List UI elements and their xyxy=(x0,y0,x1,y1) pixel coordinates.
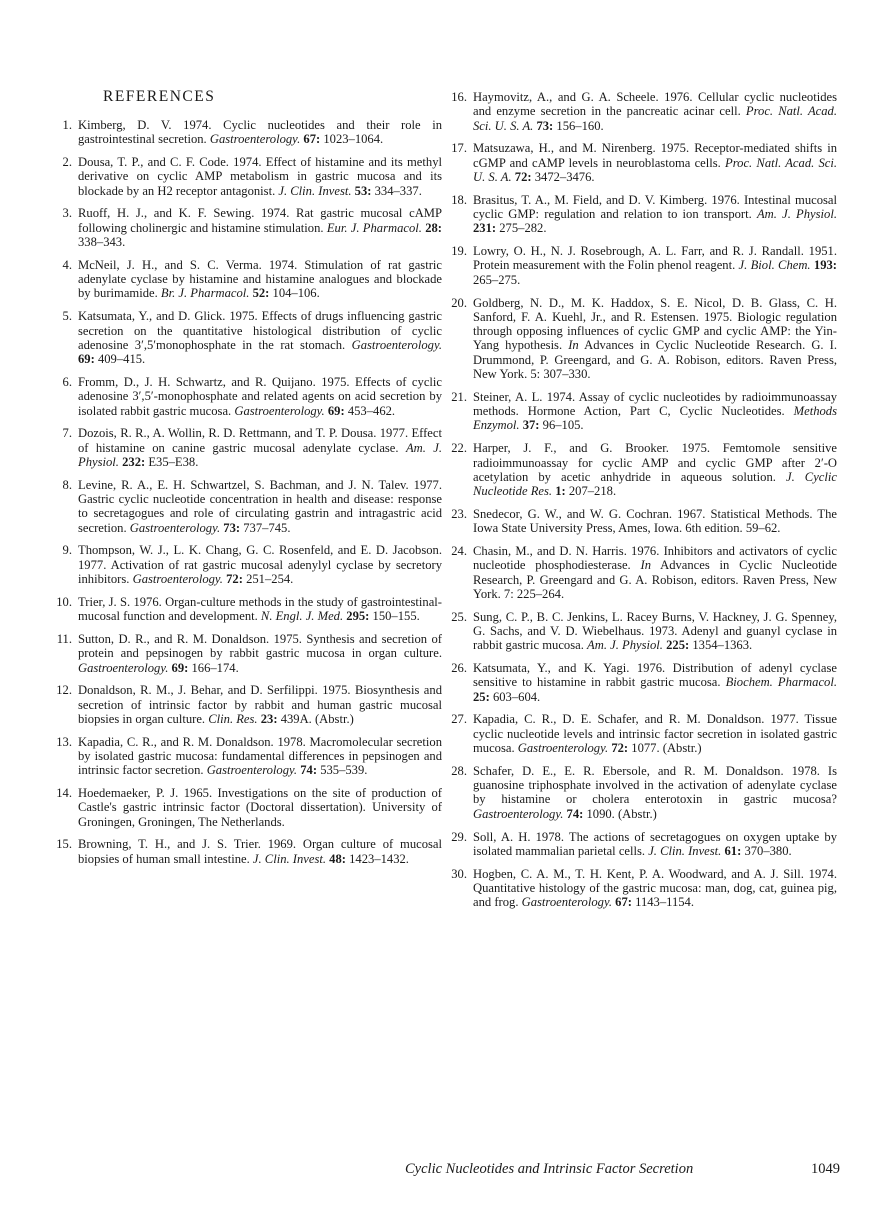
reference-number: 5. xyxy=(62,309,72,324)
reference-number: 22. xyxy=(451,441,467,456)
reference-number: 8. xyxy=(62,477,72,492)
reference-journal: Clin. Res. xyxy=(208,711,258,726)
reference-pages: 603–604. xyxy=(492,689,541,704)
reference-entry xyxy=(445,441,837,498)
reference-volume: 52: xyxy=(252,286,270,301)
reference-number: 23. xyxy=(451,506,467,521)
reference-pages: 96–105. xyxy=(542,418,584,433)
reference-volume: 231: xyxy=(473,221,497,236)
reference-text: Trier, J. S. 1976. Organ-culture methods in the study of gastrointestinal-mucosal function and development. xyxy=(78,594,442,624)
reference-pages: 166–174. xyxy=(191,660,239,675)
reference-pages: 1423–1432. xyxy=(349,851,409,866)
reference-entry xyxy=(445,544,837,601)
references-column-left xyxy=(50,118,442,875)
reference-entry xyxy=(50,837,442,866)
reference-text: Goldberg, N. D., M. K. Haddox, S. E. Nicol, D. B. Glass, C. H. Sanford, F. A. Kuehl, Jr., and R. Estensen. 1975. Biologic regulation through opposing influences of cyclic GMP and cyclic AMP: the Yin-Yang hypothesis. xyxy=(473,295,837,353)
reference-text: Lowry, O. H., N. J. Rosebrough, A. L. Farr, and R. J. Randall. 1951. Protein measurement with the Folin phenol reagent. xyxy=(473,244,837,273)
reference-volume: 69: xyxy=(171,660,189,675)
reference-volume: 53: xyxy=(354,183,372,198)
reference-text: Dozois, R. R., A. Wollin, R. D. Rettmann, and T. P. Dousa. 1977. Effect of histamine on canine gastric mucosal adenylate cyclase. xyxy=(78,426,442,455)
reference-number: 10. xyxy=(56,594,72,609)
reference-journal: J. Clin. Invest. xyxy=(252,851,327,866)
reference-text: Donaldson, R. M., J. Behar, and D. Serfilippi. 1975. Biosynthesis and secretion of intrinsic factor by rabbit and human gastric mucosal biopsies in organ culture. xyxy=(78,683,442,726)
reference-volume: 74: xyxy=(300,763,318,778)
reference-journal: Gastroenterology. xyxy=(209,132,301,147)
reference-pages: 370–380. xyxy=(744,843,792,858)
reference-text: Thompson, W. J., L. K. Chang, G. C. Rosenfeld, and E. D. Jacobson. 1977. Activation of rat gastric mucosal adenylyl cyclase by secretory inhibitors. xyxy=(78,543,442,587)
reference-entry xyxy=(445,193,837,236)
reference-pages: 737–745. xyxy=(243,520,291,535)
reference-volume: 72: xyxy=(226,572,243,587)
references-heading: REFERENCES xyxy=(103,88,216,105)
reference-volume: 67: xyxy=(303,132,321,147)
reference-journal: J. Cyclic Nucleotide Res. xyxy=(473,469,837,499)
reference-pages: 1354–1363. xyxy=(692,638,753,653)
reference-pages: E35–E38. xyxy=(148,454,199,469)
reference-pages: 156–160. xyxy=(556,118,604,133)
reference-pages: 275–282. xyxy=(499,221,547,236)
reference-entry xyxy=(445,390,837,433)
reference-pages: 1143–1154. xyxy=(635,895,694,910)
reference-number: 30. xyxy=(451,866,467,881)
reference-entry xyxy=(445,764,837,821)
reference-journal: J. Clin. Invest. xyxy=(648,843,722,858)
reference-journal: Gastroenterology. xyxy=(129,520,221,535)
reference-pages: 150–155. xyxy=(372,609,420,624)
reference-journal: Gastroenterology. xyxy=(78,660,169,675)
reference-pages: 334–337. xyxy=(374,183,422,198)
reference-number: 20. xyxy=(451,295,467,310)
reference-text: Browning, T. H., and J. S. Trier. 1969. Organ culture of mucosal biopsies of human small intestine. xyxy=(78,837,442,866)
reference-entry xyxy=(50,258,442,301)
reference-journal: Gastroenterology. xyxy=(132,572,223,587)
reference-journal: Proc. Natl. Acad. Sci. U. S. A. xyxy=(473,155,838,184)
reference-number: 15. xyxy=(56,837,72,852)
reference-text: Brasitus, T. A., M. Field, and D. V. Kimberg. 1976. Intestinal mucosal cyclic GMP: regulation and relation to ion transport. xyxy=(473,192,837,222)
reference-volume: 295: xyxy=(346,609,370,624)
reference-volume: 73: xyxy=(536,118,554,133)
reference-pages: Advances in Cyclic Nucleotide Research, P. Greengard and G. A. Robison, editors. Raven Press, New York. 7: 225–264. xyxy=(473,558,837,601)
reference-text: Fromm, D., J. H. Schwartz, and R. Quijano. 1975. Effects of cyclic adenosine 3′,5′-monophosphate and related agents on acid secretion by isolated rabbit gastric mucosa. xyxy=(78,374,442,418)
references-column-right xyxy=(445,90,837,918)
reference-pages: 104–106. xyxy=(272,286,320,301)
reference-volume: 72: xyxy=(514,169,532,184)
reference-number: 4. xyxy=(62,257,72,272)
reference-volume: 61: xyxy=(724,843,742,858)
reference-entry xyxy=(445,90,837,133)
reference-entry xyxy=(50,683,442,726)
reference-entry xyxy=(50,375,442,418)
running-title: Cyclic Nucleotides and Intrinsic Factor Secretion xyxy=(405,1161,694,1177)
reference-text: Soll, A. H. 1978. The actions of secretagogues on oxygen uptake by isolated mammalian parietal cells. xyxy=(473,829,837,858)
reference-entry xyxy=(50,309,442,366)
reference-pages: 265–275. xyxy=(473,272,521,287)
reference-pages: 1023–1064. xyxy=(323,132,384,147)
reference-volume: 1: xyxy=(555,484,566,499)
reference-entry xyxy=(445,830,837,859)
reference-volume: 232: xyxy=(122,454,146,469)
reference-journal: Am. J. Physiol. xyxy=(587,638,663,653)
reference-entry xyxy=(445,141,837,184)
reference-text: Kimberg, D. V. 1974. Cyclic nucleotides and their role in gastrointestinal secretion. xyxy=(78,118,442,147)
reference-number: 9. xyxy=(62,543,72,558)
reference-volume: 25: xyxy=(473,689,490,704)
reference-text: Schafer, D. E., E. R. Ebersole, and R. M. Donaldson. 1978. Is guanosine triphosphate involved in the activation of adenylate cyclase by histamine or cholera enterotoxin in gastric mucosa? xyxy=(473,763,837,807)
reference-number: 11. xyxy=(56,631,72,646)
reference-entry xyxy=(50,155,442,198)
reference-number: 14. xyxy=(56,786,72,801)
reference-entry xyxy=(50,426,442,469)
reference-pages: 207–218. xyxy=(568,484,617,499)
reference-number: 26. xyxy=(451,661,467,676)
reference-entry xyxy=(50,786,442,829)
reference-pages: Advances in Cyclic Nucleotide Research. G. I. Drummond, P. Greengard, and G. A. Robison, editors. Raven Press, New York. 5: 307–330. xyxy=(473,338,837,382)
reference-text: Dousa, T. P., and C. F. Code. 1974. Effect of histamine and its methyl derivative on cyclic AMP metabolism in gastric mucosa and its blockade by an H2 receptor antagonist. xyxy=(78,155,442,198)
reference-text: Katsumata, Y., and D. Glick. 1975. Effects of drugs influencing gastric secretion on the quantitative histological distribution of cyclic adenosine 3′,5′monophosphate in the rat stomach. xyxy=(78,309,442,352)
reference-journal: Proc. Natl. Acad. Sci. U. S. A. xyxy=(473,104,837,133)
reference-number: 27. xyxy=(451,712,467,727)
reference-text: Hoedemaeker, P. J. 1965. Investigations on the site of production of Castle's gastric intrinsic factor (Doctoral dissertation). University of Groningen, Groningen, The Netherlands. xyxy=(78,786,442,829)
reference-volume: 48: xyxy=(329,851,346,866)
reference-text: Snedecor, G. W., and W. G. Cochran. 1967. Statistical Methods. The Iowa State University Press, Ames, Iowa. 6th edition. 59–62. xyxy=(473,506,837,536)
reference-number: 28. xyxy=(451,763,467,778)
reference-journal: Gastroenterology. xyxy=(517,741,609,756)
reference-journal: Gastroenterology. xyxy=(473,806,564,821)
reference-journal: Gastroenterology. xyxy=(351,337,442,352)
reference-number: 1. xyxy=(62,118,72,132)
reference-number: 18. xyxy=(451,192,467,207)
reference-number: 3. xyxy=(62,206,72,221)
reference-number: 17. xyxy=(451,141,467,156)
reference-volume: 37: xyxy=(522,418,540,433)
reference-text: Hogben, C. A. M., T. H. Kent, P. A. Woodward, and A. J. Sill. 1974. Quantitative histology of the gastric mucosa: man, dog, cat, guinea pig, and frog. xyxy=(473,866,837,910)
reference-number: 12. xyxy=(56,683,72,698)
reference-text: Levine, R. A., E. H. Schwartzel, S. Bachman, and J. N. Talev. 1977. Gastric cyclic nucleotide concentration in health and disease: response to secretagogues and role of circulating gastrin and intragastric acid secretion. xyxy=(78,477,442,535)
reference-number: 7. xyxy=(62,426,72,441)
reference-entry xyxy=(50,632,442,675)
reference-number: 2. xyxy=(62,155,72,170)
reference-entry xyxy=(50,735,442,778)
page-footer xyxy=(405,1161,840,1178)
reference-number: 19. xyxy=(451,244,467,259)
reference-volume: 72: xyxy=(611,741,629,756)
reference-journal: Gastroenterology. xyxy=(234,403,325,418)
reference-journal: Biochem. Pharmacol. xyxy=(725,675,837,690)
reference-text: Sutton, D. R., and R. M. Donaldson. 1975. Synthesis and secretion of protein and pepsinogen by rabbit gastric mucosa in organ culture. xyxy=(78,631,442,661)
reference-volume: 67: xyxy=(615,895,632,910)
reference-entry xyxy=(50,118,442,147)
reference-number: 13. xyxy=(56,734,72,749)
reference-pages: 535–539. xyxy=(320,763,368,778)
reference-journal: Gastroenterology. xyxy=(521,895,612,910)
reference-entry xyxy=(50,206,442,249)
reference-text: Sung, C. P., B. C. Jenkins, L. Racey Burns, V. Hackney, J. G. Spenney, G. Sachs, and V. D. Wiebelhaus. 1973. Adenyl and guanyl cyclase in rabbit gastric mucosa. xyxy=(473,609,837,653)
reference-volume: 28: xyxy=(425,220,442,235)
reference-text: Katsumata, Y., and K. Yagi. 1976. Distribution of adenyl cyclase sensitive to histamine in rabbit gastric mucosa. xyxy=(473,661,837,690)
reference-entry xyxy=(50,478,442,535)
reference-text: Matsuzawa, H., and M. Nirenberg. 1975. Receptor-mediated shifts in cGMP and cAMP levels in neuroblastoma cells. xyxy=(473,141,837,170)
reference-pages: 439A. (Abstr.) xyxy=(280,711,354,726)
page-number: 1049 xyxy=(811,1161,840,1177)
reference-entry xyxy=(445,296,837,382)
reference-text: McNeil, J. H., and S. C. Verma. 1974. Stimulation of rat gastric adenylate cyclase by histamine and histamine analogues and blockade by burimamide. xyxy=(78,257,442,301)
reference-pages: 3472–3476. xyxy=(534,169,595,184)
reference-journal: In xyxy=(568,338,579,353)
reference-entry xyxy=(445,661,837,704)
reference-volume: 69: xyxy=(78,352,95,367)
reference-pages: 338–343. xyxy=(78,235,126,250)
reference-text: Harper, J. F., and G. Brooker. 1975. Femtomole sensitive radioimmunoassay for cyclic AMP and cyclic GMP after 2′-O acetylation by acetic anhydride in aqueous solution. xyxy=(473,441,837,484)
reference-entry xyxy=(445,867,837,910)
reference-journal: Am. J. Physiol. xyxy=(756,207,837,222)
reference-number: 29. xyxy=(451,829,467,844)
reference-entry xyxy=(50,543,442,586)
reference-journal: Eur. J. Pharmacol. xyxy=(326,220,422,235)
reference-volume: 69: xyxy=(327,403,345,418)
reference-journal: Methods Enzymol. xyxy=(473,404,837,433)
reference-journal: J. Biol. Chem. xyxy=(738,258,811,273)
reference-entry xyxy=(445,244,837,287)
reference-number: 16. xyxy=(451,90,467,104)
reference-number: 24. xyxy=(451,544,467,559)
reference-journal: In xyxy=(640,558,651,573)
reference-number: 21. xyxy=(451,389,467,404)
reference-entry xyxy=(50,595,442,624)
reference-pages: 251–254. xyxy=(246,572,294,587)
reference-volume: 74: xyxy=(566,806,584,821)
reference-number: 6. xyxy=(62,374,72,389)
reference-text: Haymovitz, A., and G. A. Scheele. 1976. Cellular cyclic nucleotides and enzyme secretion in the pancreatic acinar cell. xyxy=(473,90,837,119)
reference-text: Ruoff, H. J., and K. F. Sewing. 1974. Rat gastric mucosal cAMP following cholinergic and histamine stimulation. xyxy=(78,206,442,235)
reference-entry xyxy=(445,712,837,755)
reference-volume: 225: xyxy=(666,638,690,653)
reference-entry xyxy=(445,507,837,536)
reference-text: Steiner, A. L. 1974. Assay of cyclic nucleotides by radioimmunoassay methods. Hormone Action, Part C, Cyclic Nucleotides. xyxy=(473,389,837,419)
reference-journal: N. Engl. J. Med. xyxy=(260,609,344,624)
reference-pages: 453–462. xyxy=(347,403,396,418)
reference-volume: 73: xyxy=(223,520,241,535)
reference-volume: 193: xyxy=(813,258,837,273)
reference-text: Kapadia, C. R., and R. M. Donaldson. 1978. Macromolecular secretion by isolated gastric mucosa: fundamental differences in pepsinogen and intrinsic factor secretion. xyxy=(78,734,442,778)
reference-journal: Br. J. Pharmacol. xyxy=(160,286,250,301)
reference-journal: Am. J. Physiol. xyxy=(78,440,442,469)
reference-pages: 1077. (Abstr.) xyxy=(631,741,702,756)
reference-number: 25. xyxy=(451,609,467,624)
reference-entry xyxy=(445,610,837,653)
reference-journal: J. Clin. Invest. xyxy=(278,183,352,198)
reference-pages: 409–415. xyxy=(97,352,146,367)
reference-journal: Gastroenterology. xyxy=(206,763,298,778)
reference-volume: 23: xyxy=(260,711,278,726)
reference-text: Kapadia, C. R., D. E. Schafer, and R. M. Donaldson. 1977. Tissue cyclic nucleotide levels and intrinsic factor secretion in isolated gastric mucosa. xyxy=(473,712,837,756)
reference-pages: 1090. (Abstr.) xyxy=(586,806,657,821)
reference-text: Chasin, M., and D. N. Harris. 1976. Inhibitors and activators of cyclic nucleotide phosphodiesterase. xyxy=(473,544,837,573)
